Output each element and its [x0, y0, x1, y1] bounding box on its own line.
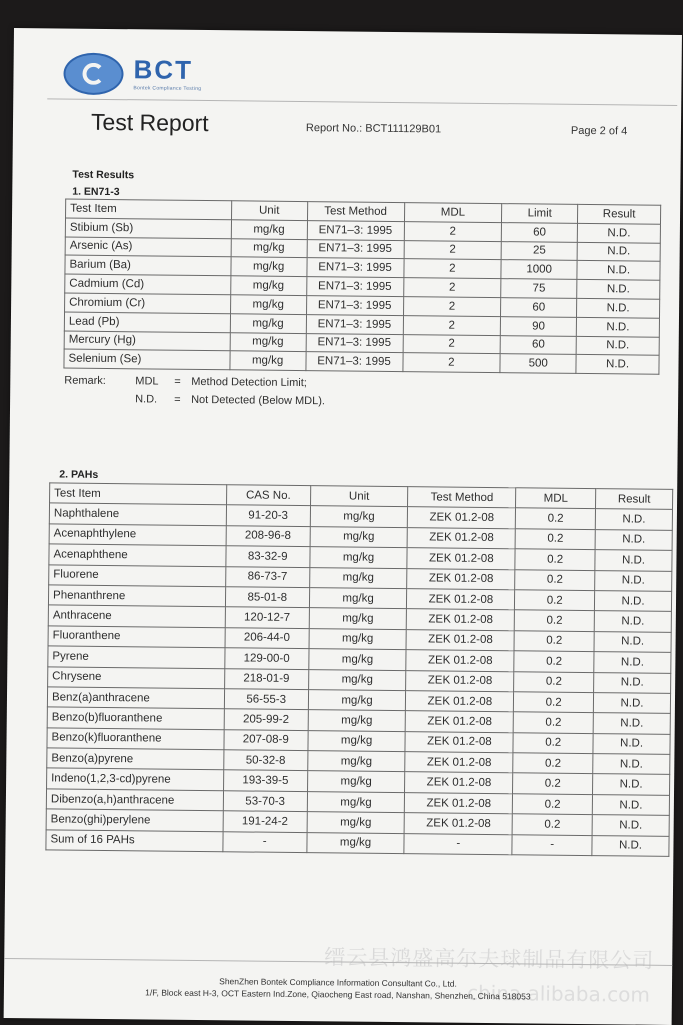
- table-cell: mg/kg: [310, 547, 408, 568]
- column-header: MDL: [516, 488, 596, 509]
- table-cell: 53-70-3: [223, 791, 307, 812]
- table-cell: 0.2: [515, 569, 595, 590]
- table-cell: mg/kg: [308, 730, 406, 751]
- en71-heading: 1. EN71-3: [72, 185, 120, 199]
- table-cell: Anthracene: [48, 605, 225, 627]
- table-cell: mg/kg: [309, 588, 407, 609]
- table-cell: Lead (Pb): [64, 312, 230, 333]
- table-cell: mg/kg: [308, 690, 406, 711]
- table-cell: EN71–3: 1995: [306, 333, 403, 353]
- table-cell: 2: [403, 259, 501, 279]
- table-cell: N.D.: [594, 631, 671, 652]
- table-cell: ZEK 01.2-08: [406, 711, 514, 733]
- table-cell: N.D.: [577, 223, 660, 243]
- table-cell: Dibenzo(a,h)anthracene: [46, 789, 223, 811]
- column-header: Result: [596, 489, 673, 510]
- table-cell: ZEK 01.2-08: [408, 527, 516, 549]
- table-cell: Benzo(k)fluoranthene: [47, 728, 224, 750]
- column-header: Test Method: [408, 487, 516, 509]
- table-cell: ZEK 01.2-08: [407, 589, 515, 611]
- table-cell: N.D.: [593, 754, 670, 775]
- table-cell: 193-39-5: [223, 770, 307, 791]
- table-cell: 50-32-8: [224, 750, 308, 771]
- table-cell: 206-44-0: [225, 627, 309, 648]
- table-cell: 191-24-2: [223, 811, 307, 832]
- table-cell: 0.2: [513, 773, 593, 794]
- table-cell: Phenanthrene: [48, 585, 225, 607]
- table-cell: 2: [403, 278, 501, 298]
- table-cell: 120-12-7: [225, 607, 309, 628]
- table-cell: N.D.: [594, 672, 671, 693]
- table-cell: ZEK 01.2-08: [407, 548, 515, 570]
- table-cell: ZEK 01.2-08: [407, 609, 515, 631]
- table-cell: 56-55-3: [224, 689, 308, 710]
- table-cell: 0.2: [512, 814, 592, 835]
- table-cell: 0.2: [514, 631, 594, 652]
- pahs-heading: 2. PAHs: [59, 468, 99, 481]
- table-cell: mg/kg: [231, 220, 307, 240]
- table-cell: 0.2: [515, 610, 595, 631]
- table-cell: ZEK 01.2-08: [405, 731, 513, 753]
- table-cell: mg/kg: [308, 669, 406, 690]
- table-cell: Fluorene: [49, 564, 226, 586]
- table-cell: 500: [500, 354, 576, 374]
- table-cell: mg/kg: [307, 832, 405, 853]
- table-cell: mg/kg: [308, 649, 406, 670]
- table-cell: N.D.: [593, 774, 670, 795]
- table-cell: mg/kg: [309, 567, 407, 588]
- table-cell: 2: [402, 353, 500, 373]
- column-header: MDL: [404, 203, 502, 223]
- table-cell: Sum of 16 PAHs: [46, 830, 223, 852]
- table-cell: ZEK 01.2-08: [405, 792, 513, 814]
- table-cell: N.D.: [595, 591, 672, 612]
- table-cell: 90: [501, 316, 577, 336]
- table-cell: Chromium (Cr): [65, 293, 231, 314]
- table-cell: 0.2: [515, 590, 595, 611]
- table-cell: Benzo(a)pyrene: [47, 748, 224, 770]
- results-heading: Test Results: [72, 168, 135, 182]
- table-cell: N.D.: [577, 261, 660, 281]
- report-number: Report No.: BCT111129B01: [305, 122, 442, 136]
- column-header: Result: [578, 204, 661, 224]
- table-cell: N.D.: [593, 693, 670, 714]
- table-cell: 2: [403, 297, 501, 317]
- table-cell: mg/kg: [308, 710, 406, 731]
- remark-label: Remark:: [64, 374, 106, 387]
- column-header: Test Item: [66, 199, 232, 220]
- table-cell: Chrysene: [48, 666, 225, 688]
- table-cell: 0.2: [515, 549, 595, 570]
- table-cell: ZEK 01.2-08: [407, 568, 515, 590]
- table-cell: 91-20-3: [226, 505, 310, 526]
- table-cell: Barium (Ba): [65, 255, 231, 276]
- table-cell: N.D.: [594, 652, 671, 673]
- table-cell: ZEK 01.2-08: [406, 629, 514, 651]
- table-cell: mg/kg: [310, 506, 408, 527]
- table-cell: mg/kg: [230, 332, 306, 352]
- table-cell: 2: [403, 334, 501, 354]
- table-cell: mg/kg: [230, 314, 306, 334]
- table-cell: 75: [501, 279, 577, 299]
- bct-logo-icon: [63, 53, 123, 96]
- remark-text: Not Detected (Below MDL).: [191, 393, 326, 408]
- table-cell: 207-08-9: [224, 729, 308, 750]
- table-cell: mg/kg: [307, 751, 405, 772]
- report-page: [4, 28, 682, 1025]
- table-cell: N.D.: [577, 242, 660, 262]
- table-cell: -: [223, 831, 307, 852]
- table-cell: ZEK 01.2-08: [406, 691, 514, 713]
- table-cell: 2: [403, 315, 501, 335]
- table-cell: Arsenic (As): [65, 237, 231, 258]
- table-cell: Cadmium (Cd): [65, 274, 231, 295]
- table-cell: 129-00-0: [225, 648, 309, 669]
- table-cell: N.D.: [592, 835, 669, 856]
- column-header: Test Item: [50, 483, 227, 505]
- table-cell: N.D.: [595, 570, 672, 591]
- table-cell: ZEK 01.2-08: [406, 650, 514, 672]
- table-cell: 60: [502, 222, 578, 242]
- table-cell: mg/kg: [230, 295, 306, 315]
- table-cell: 83-32-9: [226, 546, 310, 567]
- table-cell: 0.2: [513, 712, 593, 733]
- column-header: Unit: [231, 201, 307, 221]
- table-cell: N.D.: [594, 611, 671, 632]
- logo-text: BCT: [133, 54, 194, 85]
- table-cell: N.D.: [595, 550, 672, 571]
- table-cell: Benz(a)anthracene: [47, 687, 224, 709]
- table-cell: 218-01-9: [224, 668, 308, 689]
- table-cell: mg/kg: [230, 276, 306, 296]
- table-cell: N.D.: [593, 713, 670, 734]
- column-header: Test Method: [307, 202, 404, 222]
- table-cell: 0.2: [513, 794, 593, 815]
- table-cell: 60: [501, 298, 577, 318]
- table-cell: 86-73-7: [225, 566, 309, 587]
- company-watermark: 缙云县鸿盛高尔夫球制品有限公司: [324, 945, 655, 973]
- table-cell: EN71–3: 1995: [307, 239, 404, 259]
- table-cell: 60: [500, 335, 576, 355]
- table-cell: N.D.: [577, 280, 660, 300]
- table-cell: mg/kg: [231, 238, 307, 258]
- table-cell: Acenaphthene: [49, 544, 226, 566]
- table-cell: 208-96-8: [226, 526, 310, 547]
- remark-abbr: MDL: [135, 375, 159, 388]
- table-cell: ZEK 01.2-08: [406, 670, 514, 692]
- table-cell: mg/kg: [230, 351, 306, 371]
- table-cell: 2: [404, 240, 502, 260]
- table-cell: N.D.: [576, 355, 659, 375]
- table-cell: mg/kg: [307, 771, 405, 792]
- remark-text: Method Detection Limit;: [191, 375, 307, 390]
- footer-address: 1/F, Block east H-3, OCT Eastern Ind.Zone, Qiaocheng East road, Nanshan, Shenzhen, China 518053: [145, 987, 531, 1002]
- table-cell: mg/kg: [310, 526, 408, 547]
- table-cell: Benzo(ghi)perylene: [46, 809, 223, 831]
- table-cell: Benzo(b)fluoranthene: [47, 707, 224, 729]
- table-cell: 0.2: [516, 508, 596, 529]
- table-cell: -: [512, 834, 592, 855]
- table-cell: Stibium (Sb): [65, 218, 231, 239]
- remark-equals: =: [174, 375, 181, 388]
- table-cell: EN71–3: 1995: [306, 258, 403, 278]
- column-header: Limit: [502, 204, 578, 224]
- table-cell: Mercury (Hg): [64, 331, 230, 352]
- table-cell: N.D.: [593, 733, 670, 754]
- logo-subtitle: Bontek Compliance Testing: [133, 85, 202, 92]
- pahs-table: [45, 482, 673, 857]
- table-cell: N.D.: [595, 529, 672, 550]
- table-cell: ZEK 01.2-08: [405, 813, 513, 835]
- table-cell: 1000: [501, 260, 577, 280]
- column-header: Unit: [310, 486, 408, 507]
- table-cell: N.D.: [577, 298, 660, 318]
- table-cell: N.D.: [592, 794, 669, 815]
- table-cell: Selenium (Se): [64, 349, 230, 370]
- column-header: CAS No.: [226, 485, 310, 506]
- table-cell: N.D.: [576, 317, 659, 337]
- remark-equals: =: [174, 393, 181, 406]
- table-cell: ZEK 01.2-08: [408, 507, 516, 529]
- table-cell: 205-99-2: [224, 709, 308, 730]
- table-cell: 25: [501, 241, 577, 261]
- page-number: Page 2 of 4: [570, 124, 628, 138]
- en71-table: [63, 199, 661, 375]
- table-cell: N.D.: [595, 509, 672, 530]
- table-cell: Indeno(1,2,3-cd)pyrene: [47, 768, 224, 790]
- table-cell: 85-01-8: [225, 587, 309, 608]
- footer-company: ShenZhen Bontek Compliance Information Consultant Co., Ltd.: [219, 976, 457, 989]
- table-cell: mg/kg: [307, 812, 405, 833]
- table-cell: Pyrene: [48, 646, 225, 668]
- remark-abbr: N.D.: [135, 393, 158, 406]
- table-cell: 0.2: [513, 753, 593, 774]
- site-watermark: china.alibaba.com: [466, 980, 651, 1007]
- table-cell: 0.2: [514, 692, 594, 713]
- header-divider: [47, 98, 677, 106]
- table-cell: mg/kg: [231, 257, 307, 277]
- table-cell: ZEK 01.2-08: [405, 772, 513, 794]
- table-cell: 2: [404, 221, 502, 241]
- table-cell: mg/kg: [309, 628, 407, 649]
- table-cell: EN71–3: 1995: [306, 296, 403, 316]
- table-cell: 0.2: [514, 671, 594, 692]
- table-cell: 0.2: [514, 651, 594, 672]
- table-cell: Naphthalene: [49, 503, 226, 525]
- table-cell: EN71–3: 1995: [306, 314, 403, 334]
- table-cell: N.D.: [576, 336, 659, 356]
- bct-logo: [63, 53, 213, 99]
- table-cell: mg/kg: [309, 608, 407, 629]
- table-cell: Fluoranthene: [48, 626, 225, 648]
- table-cell: Acenaphthylene: [49, 524, 226, 546]
- table-cell: 0.2: [515, 529, 595, 550]
- table-cell: ZEK 01.2-08: [405, 752, 513, 774]
- page-title: Test Report: [90, 108, 209, 137]
- table-cell: EN71–3: 1995: [307, 220, 404, 240]
- table-cell: mg/kg: [307, 791, 405, 812]
- table-cell: EN71–3: 1995: [305, 352, 402, 372]
- table-cell: N.D.: [592, 815, 669, 836]
- table-cell: EN71–3: 1995: [306, 277, 403, 297]
- table-cell: 0.2: [513, 732, 593, 753]
- table-cell: -: [404, 833, 512, 855]
